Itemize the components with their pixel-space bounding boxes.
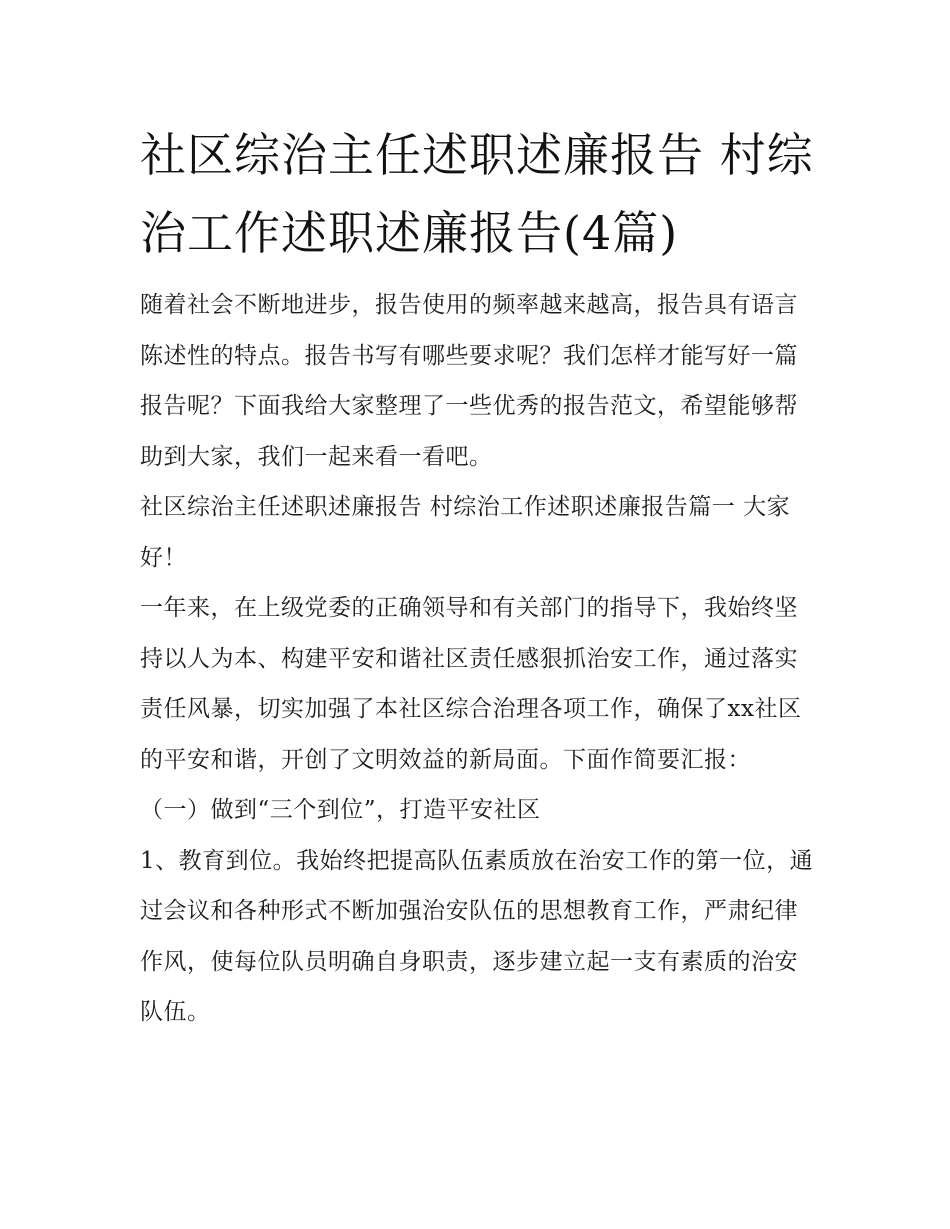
intro-paragraph: 随着社会不断地进步，报告使用的频率越来越高，报告具有语言陈述性的特点。报告书写有哪些要求呢？我们怎样才能写好一篇报告呢？下面我给大家整理了一些优秀的报告范文，希望能够帮助到大家，我们一起来看一看吧。	[140, 292, 798, 470]
document-title: 社区综治主任述职述廉报告 村综治工作述职述廉报告(4篇)	[140, 128, 814, 260]
education-paragraph: 1、教育到位。我始终把提高队伍素质放在治安工作的第一位，通过会议和各种形式不断加强治安队伍的思想教育工作，严肃纪律作风，使每位队员明确自身职责，逐步建立起一支有素质的治安队伍。	[140, 847, 814, 1025]
subsection-heading: （一）做到“三个到位”，打造平安社区	[140, 797, 541, 823]
document-body	[140, 280, 816, 1038]
section-heading-paragraph: 社区综治主任述职述廉报告 村综治工作述职述廉报告篇一 大家好！	[140, 494, 791, 571]
summary-paragraph: 一年来，在上级党委的正确领导和有关部门的指导下，我始终坚持以人为本、构建平安和谐社区责任感狠抓治安工作，通过落实责任风暴，切实加强了本社区综合治理各项工作，确保了xx社区的平安和谐，开创了文明效益的新局面。下面作简要汇报：	[140, 595, 802, 773]
